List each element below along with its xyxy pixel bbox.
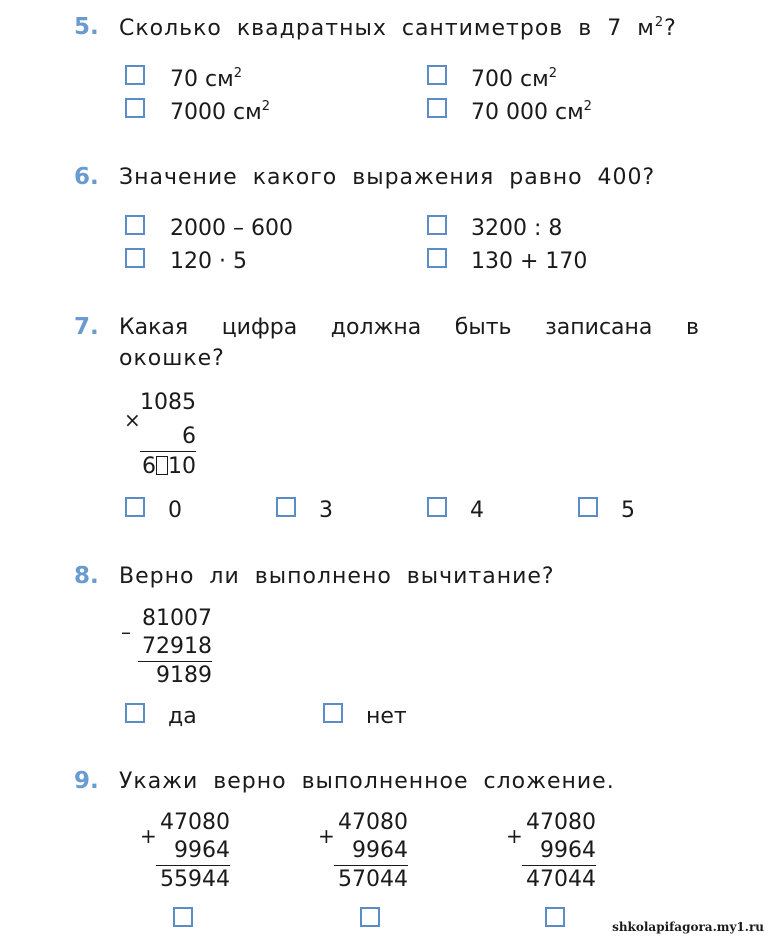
multiply-sign: × [124,408,141,432]
sum: 55944 [160,867,230,892]
option-checkbox[interactable] [427,497,447,517]
option-label: 0 [168,498,182,523]
addend-1: 47080 [160,810,230,835]
option-label: 3 [319,498,333,523]
subtraction-column [118,606,218,691]
option-label: 5 [621,498,635,523]
option-checkbox[interactable] [125,215,145,235]
question-text: Верно ли выполнено вычитание? [119,564,555,589]
addend-1: 47080 [526,810,596,835]
addition-column [504,810,604,895]
minuend: 81007 [142,606,212,631]
difference: 9189 [156,663,212,688]
multiplication-column [120,390,200,485]
option-checkbox[interactable] [427,248,447,268]
question-text: Укажи верно выполненное сложение. [119,769,615,794]
plus-sign: + [506,824,523,848]
addend-2: 9964 [352,838,408,863]
plus-sign: + [318,824,335,848]
option-label: 3200 : 8 [471,216,563,241]
question-number: 8. [74,563,99,589]
multiplier: 6 [182,424,196,449]
option-label: 70 000 $см^2$ [471,99,592,125]
question-number: 7. [74,314,99,340]
option-checkbox[interactable] [578,497,598,517]
plus-sign: + [140,824,157,848]
result-line [156,865,230,866]
sum: 47044 [526,867,596,892]
option-checkbox[interactable] [360,907,380,927]
result-line [138,661,212,662]
watermark: shkolapifagora.my1.ru [612,920,764,934]
sum: 57044 [338,867,408,892]
question-text: Значение какого выражения равно 400? [119,165,656,190]
option-checkbox[interactable] [125,248,145,268]
result-line [334,865,408,866]
result-line [140,451,196,452]
option-label: нет [366,704,407,729]
option-checkbox[interactable] [427,98,447,118]
subtrahend: 72918 [142,634,212,659]
addition-column [316,810,416,895]
option-label: 4 [470,498,484,523]
option-label: да [168,704,197,729]
option-label: 120 · 5 [170,249,247,274]
option-label: 70 $см^2$ [170,66,242,92]
option-label: 2000 – 600 [170,216,293,241]
option-label: 130 + 170 [471,249,588,274]
result-line [522,865,596,866]
multiplicand: 1085 [140,390,196,415]
question-text: Сколько квадратных сантиметров в 7 $м^2$? [119,15,677,41]
option-checkbox[interactable] [125,497,145,517]
addend-2: 9964 [540,838,596,863]
option-checkbox[interactable] [545,907,565,927]
option-checkbox[interactable] [125,98,145,118]
option-checkbox[interactable] [276,497,296,517]
option-checkbox[interactable] [173,907,193,927]
addition-column [138,810,238,895]
option-checkbox[interactable] [427,215,447,235]
option-checkbox[interactable] [125,65,145,85]
option-label: 7000 $см^2$ [170,99,270,125]
option-checkbox[interactable] [323,703,343,723]
question-number: 5. [74,14,99,40]
question-number: 6. [74,164,99,190]
question-text-line2: окошке? [119,346,225,371]
missing-digit-box[interactable] [156,456,168,475]
question-number: 9. [74,768,99,794]
option-label: 700 $см^2$ [471,66,557,92]
product: 6 10 [142,454,196,479]
minus-sign: – [121,620,131,644]
question-text: Какая цифра должна быть записана в [119,315,699,340]
option-checkbox[interactable] [427,65,447,85]
addend-2: 9964 [174,838,230,863]
addend-1: 47080 [338,810,408,835]
option-checkbox[interactable] [125,703,145,723]
